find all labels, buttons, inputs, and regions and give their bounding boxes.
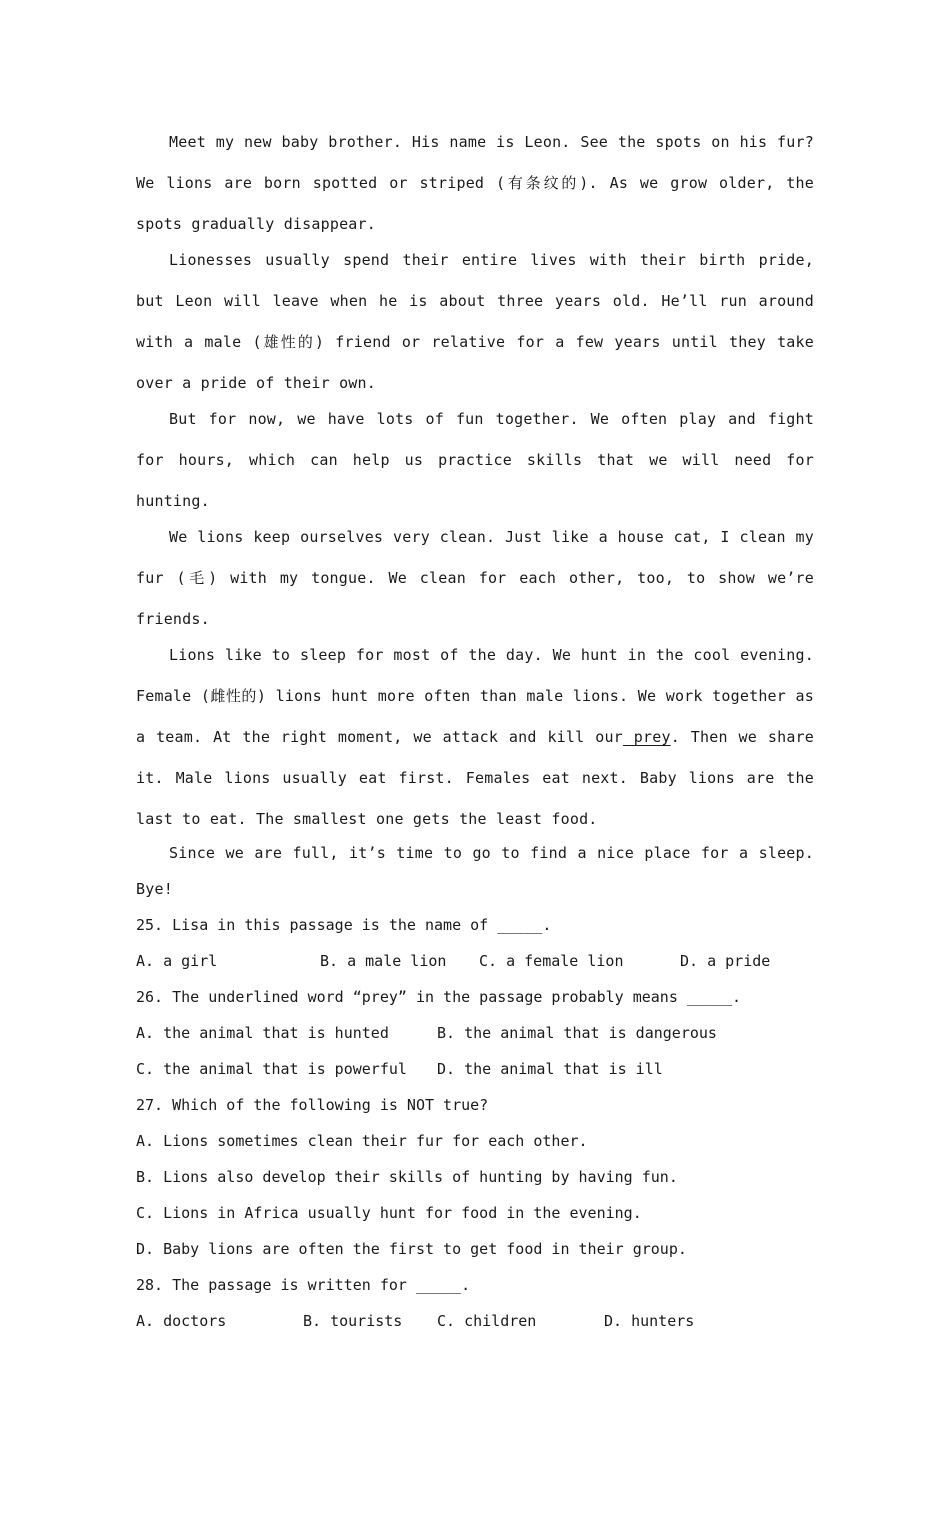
question-28-option-d: D. hunters [604, 1312, 695, 1330]
question-28-option-c: C. children [437, 1312, 537, 1330]
question-25-stem: 25. Lisa in this passage is the name of _____. [136, 916, 552, 934]
passage-paragraph-5 [136, 635, 814, 840]
question-27-option-b: B. Lions also develop their skills of hunting by having fun. [136, 1168, 678, 1186]
question-26-option-c: C. the animal that is powerful [136, 1060, 407, 1078]
question-26-option-a: A. the animal that is hunted [136, 1024, 389, 1042]
question-26-options-row-2 [136, 1051, 814, 1087]
question-25-option-a: A. a girl [136, 952, 218, 970]
document-page [136, 122, 814, 1339]
question-28-option-b: B. tourists [303, 1312, 403, 1330]
question-28-option-a: A. doctors [136, 1312, 227, 1330]
question-25-option-b: B. a male lion [320, 952, 447, 970]
passage-paragraph-2: Lionesses usually spend their entire lives with their birth pride, but Leon will leave when he is about three years old. He’ll run around with a male (雄性的) friend or relative for a few years until they take over a pride of their own. [136, 251, 814, 392]
question-26-stem: 26. The underlined word “prey” in the passage probably means _____. [136, 988, 742, 1006]
question-28-options [136, 1303, 814, 1339]
underlined-word-prey: prey [622, 728, 671, 746]
question-25-options [136, 943, 814, 979]
passage-paragraph-1: Meet my new baby brother. His name is Leon. See the spots on his fur? We lions are born spotted or striped (有条纹的). As we grow older, the spots gradually disappear. [136, 133, 814, 233]
question-25-option-d: D. a pride [680, 952, 771, 970]
question-26-option-d: D. the animal that is ill [437, 1060, 663, 1078]
question-26-option-b: B. the animal that is dangerous [437, 1024, 717, 1042]
passage-paragraph-6: Since we are full, it’s time to go to find a nice place for a sleep. Bye! [136, 844, 814, 898]
question-28-stem: 28. The passage is written for _____. [136, 1276, 471, 1294]
passage-paragraph-3: But for now, we have lots of fun together. We often play and fight for hours, which can help us practice skills that we will need for hunting. [136, 410, 814, 510]
passage-paragraph-5-after: . Then we share it. Male lions usually eat first. Females eat next. Baby lions are the last to eat. The smallest one gets the least food. [136, 728, 815, 828]
question-25-option-c: C. a female lion [479, 952, 624, 970]
question-27-option-c: C. Lions in Africa usually hunt for food in the evening. [136, 1204, 642, 1222]
question-27-option-a: A. Lions sometimes clean their fur for each other. [136, 1132, 588, 1150]
question-27-stem: 27. Which of the following is NOT true? [136, 1096, 489, 1114]
question-27-option-d: D. Baby lions are often the first to get food in their group. [136, 1240, 687, 1258]
passage-paragraph-5-before: Lions like to sleep for most of the day. We hunt in the cool evening. Female (雌性的) lions hunt more often than male lions. We work together as a team. At the right moment, we attack and kill our [136, 646, 814, 746]
passage-paragraph-4: We lions keep ourselves very clean. Just like a house cat, I clean my fur (毛) with my tongue. We clean for each other, too, to show we’re friends. [136, 528, 814, 628]
question-26-options-row-1 [136, 1015, 814, 1051]
